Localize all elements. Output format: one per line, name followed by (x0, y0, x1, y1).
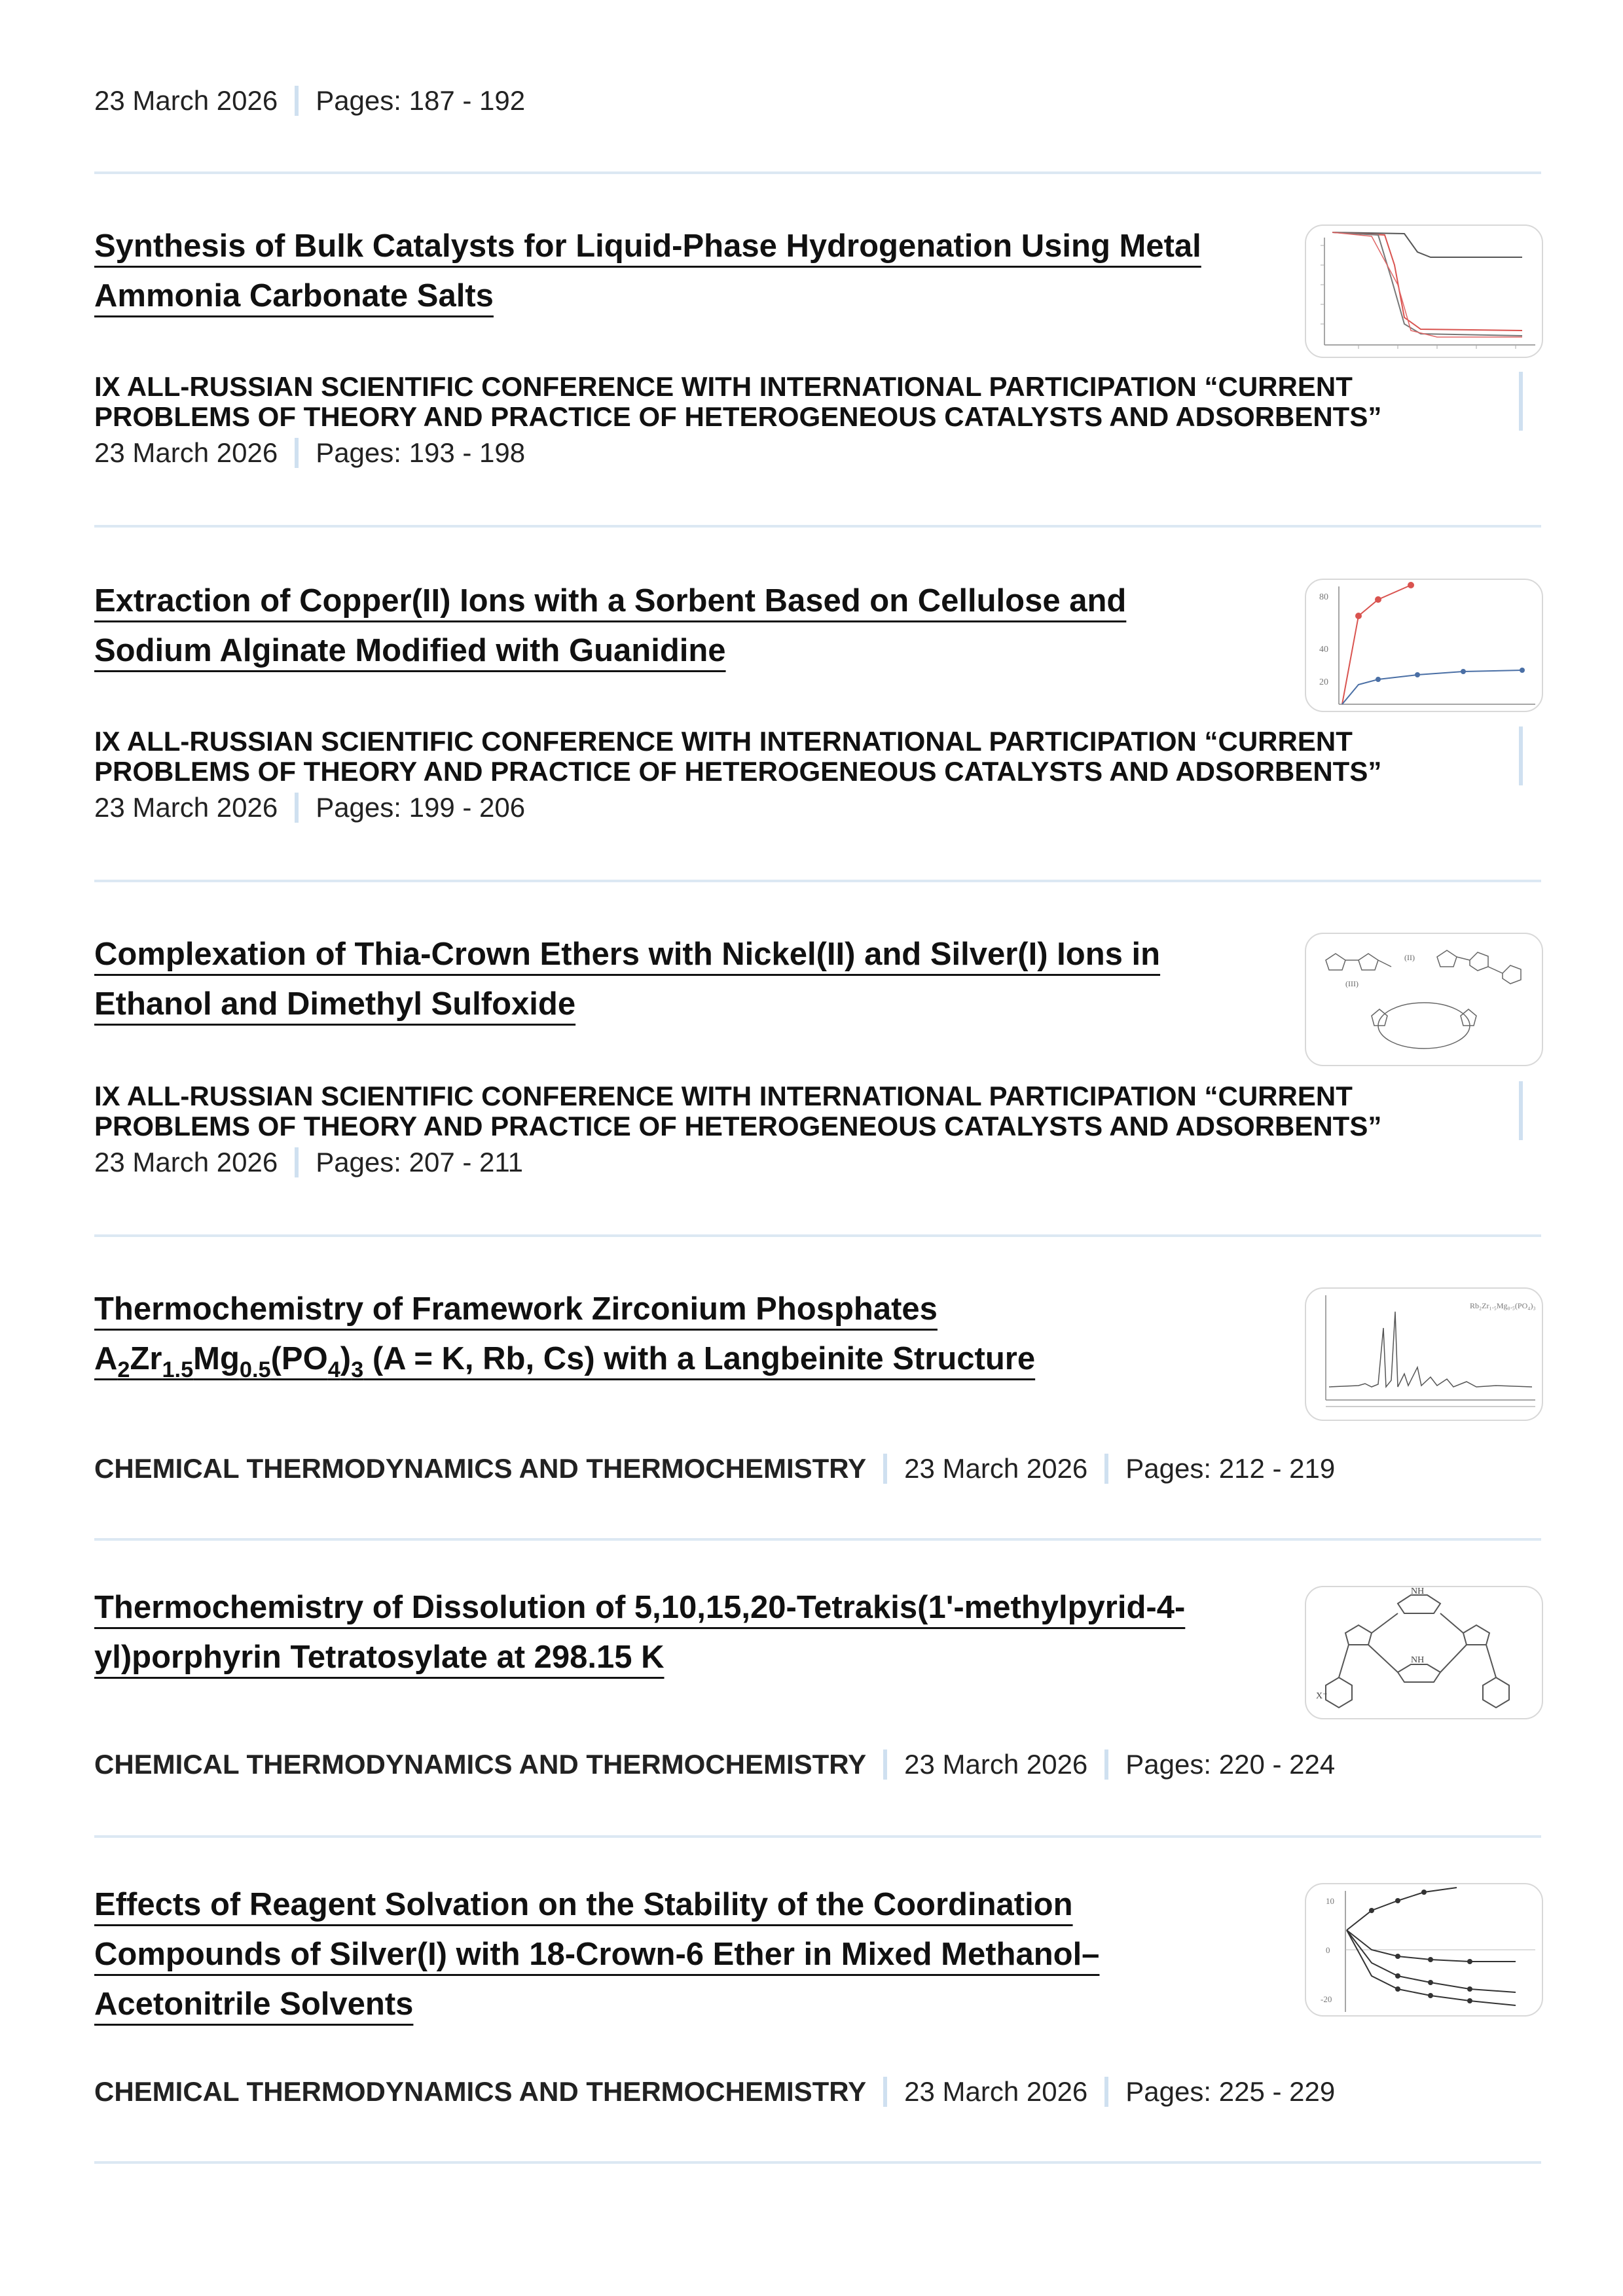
svg-text:-20: -20 (1321, 1994, 1332, 2004)
article-title-link[interactable]: Extraction of Copper(II) Ions with a Sorbent Based on Cellulose and (94, 583, 1127, 619)
meta-separator (295, 1147, 299, 1177)
publication-date: 23 March 2026 (94, 792, 278, 823)
article-title[interactable] (94, 576, 1247, 675)
article-thumbnail[interactable] (1305, 1287, 1543, 1421)
article-meta-row (94, 1749, 1335, 1780)
article-title-link[interactable]: Complexation of Thia-Crown Ethers with Nickel(II) and Silver(I) Ions in (94, 937, 1161, 972)
svg-text:(II): (II) (1404, 953, 1415, 962)
meta-separator (1104, 1749, 1108, 1780)
svg-text:0: 0 (1326, 1945, 1330, 1955)
article-title[interactable] (94, 1284, 1247, 1384)
publication-date: 23 March 2026 (904, 1749, 1088, 1780)
xrd-pattern-thumbnail (1306, 1289, 1542, 1420)
top-meta-row (94, 85, 525, 117)
article-meta-row (94, 1453, 1335, 1484)
formula-part: (A = K, Rb, Cs) with a Langbeinite Structure (363, 1341, 1036, 1376)
formula-part: Mg (193, 1341, 240, 1376)
section-label: CHEMICAL THERMODYNAMICS AND THERMOCHEMISTRY (94, 2076, 867, 2107)
svg-text:40: 40 (1319, 645, 1328, 655)
svg-text:NH: NH (1411, 1587, 1425, 1596)
page-range: Pages: 187 - 192 (316, 85, 526, 116)
formula-part: Zr (130, 1341, 162, 1376)
svg-text:NH: NH (1411, 1655, 1425, 1665)
article-meta-row (94, 792, 525, 823)
article-title-link[interactable]: Effects of Reagent Solvation on the Stability of the Coordination (94, 1887, 1073, 1922)
page-range: Pages: 212 - 219 (1125, 1453, 1336, 1484)
formula-subscript: 1.5 (162, 1357, 194, 1382)
article-thumbnail[interactable] (1305, 579, 1543, 712)
section-separator (1519, 372, 1523, 431)
svg-text:Rb₂Zr₁.₅Mg₀.₅(PO₄)₃: Rb₂Zr₁.₅Mg₀.₅(PO₄)₃ (1470, 1301, 1536, 1310)
article-title-link[interactable]: Synthesis of Bulk Catalysts for Liquid-Phase Hydrogenation Using Metal (94, 228, 1201, 264)
formula-subscript: 0.5 (239, 1357, 271, 1382)
page-range: Pages: 207 - 211 (316, 1147, 523, 1177)
formula-part: (PO (270, 1341, 328, 1376)
svg-text:10: 10 (1326, 1896, 1334, 1906)
divider (94, 880, 1541, 882)
article-meta-row (94, 1147, 523, 1178)
section-label: IX ALL-RUSSIAN SCIENTIFIC CONFERENCE WITH INTERNATIONAL PARTICIPATION “CURRENT PROBLEMS OF THEORY AND PRACTICE OF HETEROGENEOUS CATALYSTS AND ADSORBENTS” (94, 1081, 1382, 1141)
section-label: IX ALL-RUSSIAN SCIENTIFIC CONFERENCE WITH INTERNATIONAL PARTICIPATION “CURRENT PROBLEMS OF THEORY AND PRACTICE OF HETEROGENEOUS CATALYSTS AND ADSORBENTS” (94, 726, 1382, 787)
article-title[interactable] (94, 221, 1247, 321)
meta-separator (883, 2077, 887, 2107)
sorption-curve-thumbnail (1306, 580, 1542, 711)
meta-separator (295, 438, 299, 468)
crown-ether-structure-thumbnail (1306, 934, 1542, 1065)
formula-part: A (94, 1341, 118, 1376)
svg-text:X⁻: X⁻ (1316, 1691, 1328, 1701)
publication-date: 23 March 2026 (904, 2076, 1088, 2107)
formula-subscript: 3 (351, 1357, 364, 1382)
article-title-link[interactable]: Compounds of Silver(I) with 18-Crown-6 Ether in Mixed Methanol– (94, 1937, 1100, 1972)
section-separator (1519, 726, 1523, 785)
divider (94, 2161, 1541, 2164)
article-thumbnail[interactable] (1305, 933, 1543, 1066)
article-title-link[interactable]: Acetonitrile Solvents (94, 1986, 414, 2022)
solvation-curves-thumbnail (1306, 1884, 1542, 2015)
article-title-link[interactable]: Thermochemistry of Framework Zirconium Phosphates (94, 1291, 938, 1327)
article-title-link[interactable]: Ethanol and Dimethyl Sulfoxide (94, 986, 576, 1022)
meta-separator (295, 793, 299, 823)
formula-part: ) (340, 1341, 352, 1376)
page-range: Pages: 193 - 198 (316, 437, 526, 468)
divider (94, 1835, 1541, 1838)
divider (94, 1234, 1541, 1237)
section-label: CHEMICAL THERMODYNAMICS AND THERMOCHEMISTRY (94, 1749, 867, 1780)
section-label: IX ALL-RUSSIAN SCIENTIFIC CONFERENCE WITH INTERNATIONAL PARTICIPATION “CURRENT PROBLEMS OF THEORY AND PRACTICE OF HETEROGENEOUS CATALYSTS AND ADSORBENTS” (94, 371, 1382, 432)
page-range: Pages: 225 - 229 (1125, 2076, 1336, 2107)
formula-subscript: 4 (327, 1357, 340, 1382)
porphyrin-structure-thumbnail (1306, 1587, 1542, 1718)
article-thumbnail[interactable] (1305, 224, 1543, 358)
section-separator (1519, 1081, 1523, 1140)
article-title-link[interactable] (94, 1341, 1036, 1382)
meta-separator (1104, 1454, 1108, 1484)
section-label: CHEMICAL THERMODYNAMICS AND THERMOCHEMISTRY (94, 1453, 867, 1484)
meta-separator (1104, 2077, 1108, 2107)
meta-separator (883, 1454, 887, 1484)
publication-date: 23 March 2026 (94, 85, 278, 116)
publication-date: 23 March 2026 (94, 1147, 278, 1177)
tga-curve-thumbnail (1306, 226, 1542, 357)
article-title-link[interactable]: Sodium Alginate Modified with Guanidine (94, 633, 726, 668)
divider (94, 171, 1541, 174)
publication-date: 23 March 2026 (904, 1453, 1088, 1484)
page-range: Pages: 199 - 206 (316, 792, 526, 823)
meta-separator (883, 1749, 887, 1780)
article-meta-row (94, 2076, 1335, 2108)
article-title[interactable] (94, 929, 1247, 1029)
meta-separator (295, 86, 299, 116)
divider (94, 525, 1541, 528)
publication-date: 23 March 2026 (94, 437, 278, 468)
page-range: Pages: 220 - 224 (1125, 1749, 1336, 1780)
article-title-link[interactable]: Thermochemistry of Dissolution of 5,10,15,20-Tetrakis(1'-methylpyrid-4- (94, 1590, 1186, 1625)
article-meta-row (94, 437, 525, 469)
article-title[interactable] (94, 1880, 1247, 2029)
article-title-link[interactable]: yl)porphyrin Tetratosylate at 298.15 K (94, 1640, 665, 1675)
svg-text:80: 80 (1319, 592, 1328, 602)
article-thumbnail[interactable] (1305, 1586, 1543, 1719)
article-title-link[interactable]: Ammonia Carbonate Salts (94, 278, 494, 314)
formula-subscript: 2 (117, 1357, 130, 1382)
svg-text:(III): (III) (1345, 979, 1359, 988)
article-title[interactable] (94, 1583, 1247, 1682)
svg-text:20: 20 (1319, 677, 1328, 687)
divider (94, 1538, 1541, 1541)
article-thumbnail[interactable] (1305, 1883, 1543, 2017)
